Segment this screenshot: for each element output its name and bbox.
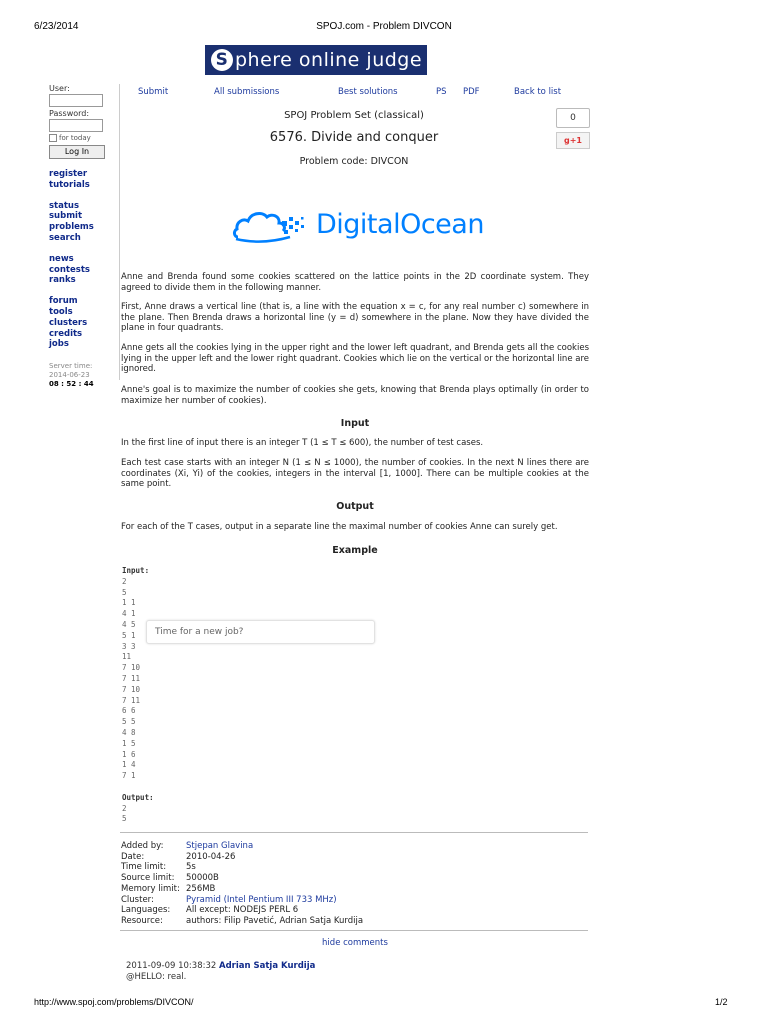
- job-popup[interactable]: Time for a new job?: [146, 620, 375, 644]
- meta-row: [121, 884, 363, 895]
- output-p1: For each of the T cases, output in a separate line the maximal number of cookies Anne can surely get.: [121, 522, 558, 532]
- sidebar: [49, 84, 117, 389]
- problem-title: 6576. Divide and conquer: [269, 130, 439, 145]
- meta-value: 256MB: [186, 883, 216, 894]
- meta-cluster-link[interactable]: Pyramid (Intel Pentium III 733 MHz): [186, 894, 337, 905]
- nav-group-1: [49, 169, 117, 191]
- server-time-label: Server time:: [49, 362, 93, 371]
- sidebar-item-tools[interactable]: tools: [49, 306, 73, 317]
- example-block: [122, 566, 154, 825]
- remember-row: [49, 134, 117, 142]
- best-solutions-link[interactable]: Best solutions: [338, 87, 398, 97]
- back-to-list-link[interactable]: Back to list: [514, 87, 562, 97]
- sidebar-item-tutorials[interactable]: tutorials: [49, 179, 90, 190]
- meta-value: 5s: [186, 862, 196, 873]
- meta-key: Languages:: [121, 905, 171, 916]
- meta-row: [121, 841, 363, 852]
- problem-meta: [121, 841, 363, 927]
- login-button[interactable]: Log In: [49, 145, 105, 159]
- share-count: 0: [556, 108, 590, 128]
- gplus-button[interactable]: g+1: [556, 132, 590, 149]
- digitalocean-ad[interactable]: [232, 203, 484, 245]
- sidebar-item-contests[interactable]: contests: [49, 264, 90, 275]
- meta-key: Cluster:: [121, 894, 154, 905]
- meta-key: Resource:: [121, 915, 163, 926]
- print-title: SPOJ.com - Problem DIVCON: [316, 21, 452, 32]
- example-heading: Example: [332, 545, 378, 556]
- meta-added-by-link[interactable]: Stjepan Glavina: [186, 841, 254, 851]
- example-output-label: Output:: [122, 792, 154, 802]
- output-heading: Output: [336, 501, 374, 512]
- sidebar-item-jobs[interactable]: jobs: [49, 339, 69, 350]
- statement-p3: Anne gets all the cookies lying in the upper right and the lower left quadrant, and Brenda gets all the cookies lying in the upper left and the lower right quadrant. Cookies which lie on the vertical or the horizontal line are ignored.: [121, 343, 589, 375]
- user-label: User:: [49, 84, 70, 93]
- server-time: [49, 362, 117, 389]
- cloud-icon: [232, 203, 310, 245]
- sidebar-item-credits[interactable]: credits: [49, 328, 83, 339]
- input-heading: Input: [340, 418, 370, 429]
- comment-time: 2011-09-09 10:38:32: [126, 961, 217, 971]
- server-clock: 08 : 52 : 44: [49, 380, 94, 389]
- meta-key: Date:: [121, 851, 145, 862]
- input-p1: In the first line of input there is an integer T (1 ≤ T ≤ 600), the number of test cases.: [121, 438, 484, 448]
- footer-page: 1/2: [715, 997, 728, 1007]
- meta-row: [121, 905, 363, 916]
- sidebar-item-clusters[interactable]: clusters: [49, 317, 88, 328]
- sidebar-item-problems[interactable]: problems: [49, 222, 94, 233]
- remember-label: for today: [59, 134, 91, 142]
- digitalocean-brand: DigitalOcean: [316, 208, 484, 240]
- statement-p2: First, Anne draws a vertical line (that is, a line with the equation x = c, for any real number c) somewhere in the plane. Then Brenda draws a horizontal line (y = d) somewhere in the plane. Now they have divided the plane in four quadrants.: [121, 302, 589, 334]
- nav-group-4: [49, 296, 117, 350]
- pdf-link[interactable]: PDF: [463, 87, 480, 97]
- meta-divider-bottom: [120, 930, 588, 931]
- meta-value: 2010-04-26: [186, 851, 236, 862]
- problem-set-title: SPOJ Problem Set (classical): [284, 110, 424, 121]
- input-p2: Each test case starts with an integer N (1 ≤ N ≤ 1000), the number of cookies. In the next N lines there are coordinates (Xi, Yi) of the cookies, integers in the interval [1, 1000]. There can be multiple cookies at the same point.: [121, 458, 589, 490]
- ps-link[interactable]: PS: [436, 87, 447, 97]
- sidebar-item-ranks[interactable]: ranks: [49, 275, 76, 286]
- password-input[interactable]: [49, 119, 103, 132]
- example-output: 2 5: [122, 803, 127, 824]
- statement-p2-wrap: [121, 302, 589, 334]
- sidebar-item-search[interactable]: search: [49, 232, 81, 243]
- meta-key: Time limit:: [121, 862, 167, 873]
- nav-group-3: [49, 254, 117, 286]
- meta-value: All except: NODEJS PERL 6: [186, 905, 299, 916]
- password-label: Password:: [49, 109, 90, 118]
- statement-p3-wrap: [121, 343, 589, 375]
- comment: [126, 961, 315, 982]
- user-input[interactable]: [49, 94, 103, 107]
- meta-row: [121, 862, 363, 873]
- meta-key: Source limit:: [121, 873, 175, 884]
- meta-key: Memory limit:: [121, 883, 180, 894]
- meta-divider-top: [120, 832, 588, 833]
- statement-p4-wrap: [121, 385, 589, 406]
- statement-p1: Anne and Brenda found some cookies scattered on the lattice points in the 2D coordinate system. They agreed to divide them in the following manner.: [121, 272, 589, 293]
- sidebar-divider: [119, 84, 120, 380]
- sidebar-item-news[interactable]: news: [49, 253, 74, 264]
- output-p1-wrap: [121, 522, 589, 533]
- meta-row: [121, 852, 363, 863]
- remember-checkbox[interactable]: [49, 134, 57, 142]
- meta-value: authors: Filip Pavetić, Adrian Satja Kurdija: [186, 915, 364, 926]
- comment-header: [126, 961, 315, 972]
- problem-code: Problem code: DIVCON: [299, 156, 409, 167]
- statement: [121, 272, 589, 293]
- sidebar-item-register[interactable]: register: [49, 169, 88, 179]
- meta-value: 50000B: [186, 873, 219, 884]
- all-submissions-link[interactable]: All submissions: [214, 87, 280, 97]
- statement-p4: Anne's goal is to maximize the number of cookies she gets, knowing that Brenda plays optimally (in order to maximize her number of cookies).: [121, 385, 589, 406]
- meta-row: [121, 895, 363, 906]
- sidebar-item-submit[interactable]: submit: [49, 211, 83, 222]
- nav-group-2: [49, 201, 117, 244]
- sidebar-item-status[interactable]: status: [49, 200, 80, 211]
- meta-row: [121, 916, 363, 927]
- logo-text: phere online judge: [235, 49, 423, 71]
- sidebar-item-forum[interactable]: forum: [49, 296, 78, 307]
- meta-row: [121, 873, 363, 884]
- footer-url: http://www.spoj.com/problems/DIVCON/: [34, 997, 194, 1007]
- server-date: 2014-06-23: [49, 371, 90, 380]
- input-p2-wrap: [121, 458, 589, 490]
- comment-author[interactable]: Adrian Satja Kurdija: [218, 961, 316, 971]
- meta-key: Added by:: [121, 841, 164, 851]
- sphere-icon: S: [211, 49, 233, 71]
- example-input-label: Input:: [122, 566, 150, 575]
- input-p1-wrap: [121, 438, 589, 449]
- comment-text: @HELLO: real.: [126, 971, 187, 982]
- submit-link[interactable]: Submit: [138, 87, 169, 97]
- example-input: 2 5 1 1 4 1 4 5 5 1 3 3 11 7 10 7 11 7 10 7 11 6 6 5 5 4 8 1 5 1 6 1 4 7 1: [122, 576, 141, 781]
- spoj-logo[interactable]: [205, 45, 427, 75]
- hide-comments-link[interactable]: hide comments: [322, 938, 388, 948]
- print-date: 6/23/2014: [34, 21, 79, 32]
